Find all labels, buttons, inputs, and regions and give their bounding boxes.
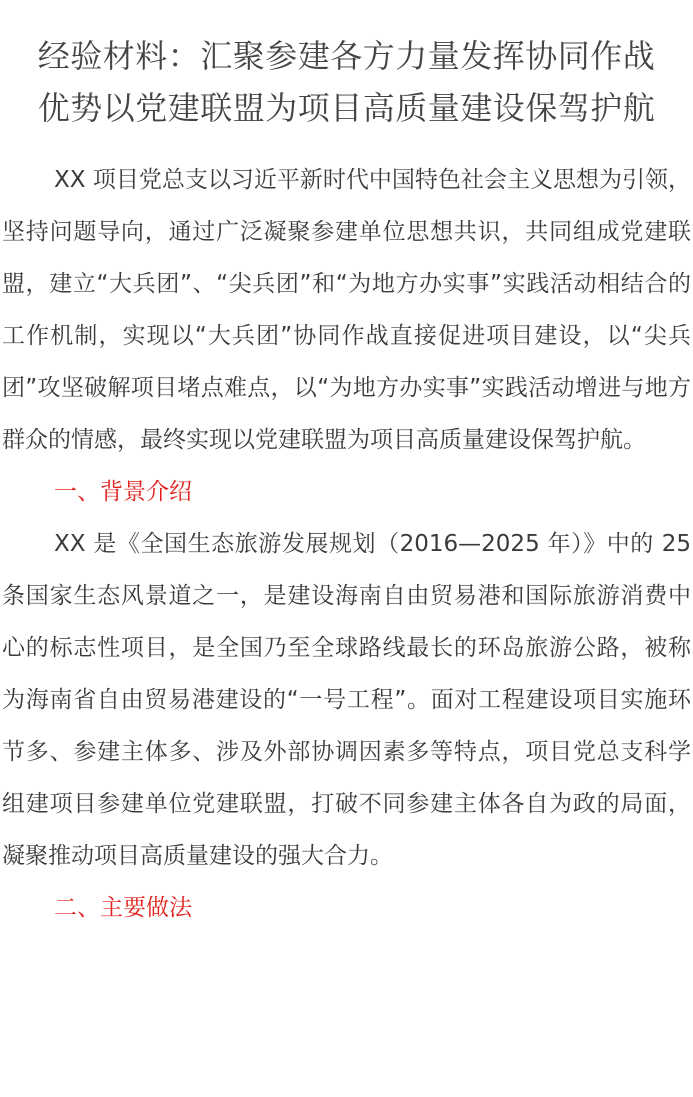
intro-paragraph: XX 项目党总支以习近平新时代中国特色社会主义思想为引领，坚持问题导向，通过广泛凝聚参建单位思想共识，共同组成党建联盟，建立“大兵团”、“尖兵团”和“为地方办实事”实践活动相结合的工作机制，实现以“大兵团”协同作战直接促进项目建设，以“尖兵团”攻坚破解项目堵点难点，以“为地方办实事”实践活动增进与地方群众的情感，最终实现以党建联盟为项目高质量建设保驾护航。 xyxy=(2,167,691,453)
document-title xyxy=(2,0,691,134)
article-body xyxy=(2,154,691,934)
title-line-1: 经验材料：汇聚参建各方力量发挥协同作战 xyxy=(37,37,656,75)
section-heading-main-practices: 二、主要做法 xyxy=(54,895,192,921)
background-paragraph: XX 是《全国生态旅游发展规划（2016—2025 年）》中的 25 条国家生态风景道之一，是建设海南自由贸易港和国际旅游消费中心的标志性项目，是全国乃至全球路线最长的环岛旅游公路，被称为海南省自由贸易港建设的“一号工程”。面对工程建设项目实施环节多、参建主体多、涉及外部协调因素多等特点，项目党总支科学组建项目参建单位党建联盟，打破不同参建主体各自为政的局面，凝聚推动项目高质量建设的强大合力。 xyxy=(2,531,691,869)
title-line-2: 优势以党建联盟为项目高质量建设保驾护航 xyxy=(37,89,656,127)
section-heading-background: 一、背景介绍 xyxy=(54,479,192,505)
